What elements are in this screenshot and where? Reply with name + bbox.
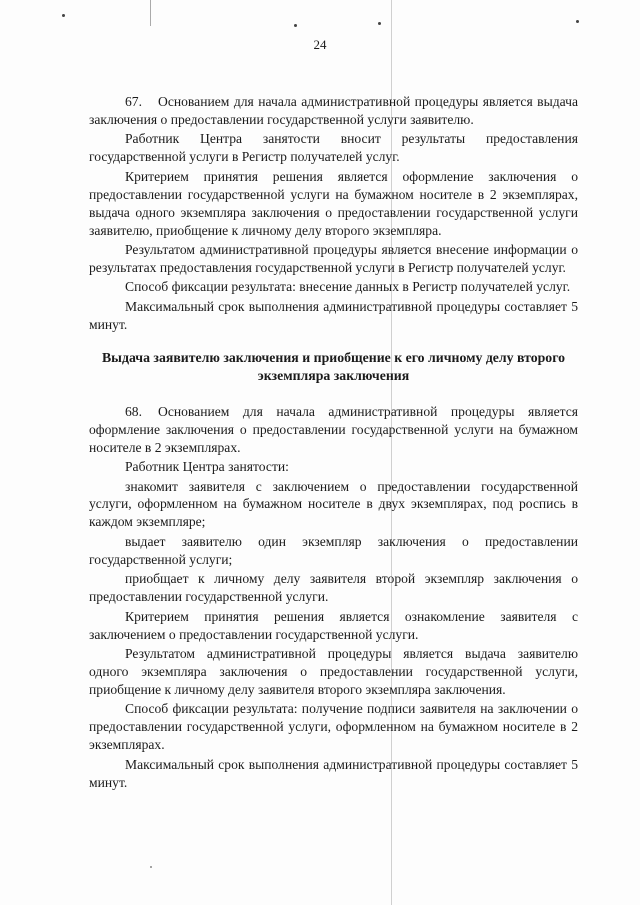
scan-artifact-dot xyxy=(150,866,152,868)
paragraph-text: Работник Центра занятости: xyxy=(125,459,289,475)
paragraph-text: Максимальный срок выполнения административной процедуры составляет 5 минут. xyxy=(89,298,578,332)
item-number: 68. xyxy=(125,403,142,419)
paragraph xyxy=(89,403,578,457)
scan-artifact-dot xyxy=(62,14,65,17)
paragraph xyxy=(89,645,578,699)
paragraph-text: Способ фиксации результата: получение подписи заявителя на заключении о предоставлении государственной услуги, оформленном на бумажном носителе в 2 экземплярах. xyxy=(89,701,578,753)
paragraph-text: Критерием принятия решения является ознакомление заявителя с заключением о предоставлении государственной услуги. xyxy=(89,608,578,642)
paragraph xyxy=(89,608,578,644)
paragraph-text: знакомит заявителя с заключением о предоставлении государственной услуги, оформленном на бумажном носителе в двух экземплярах, под роспись в каждом экземпляре; xyxy=(89,478,578,530)
paragraph-text: Максимальный срок выполнения административной процедуры составляет 5 минут. xyxy=(89,756,578,790)
paragraph xyxy=(89,168,578,240)
document-body xyxy=(89,93,578,793)
paragraph xyxy=(89,756,578,792)
scan-artifact-dot xyxy=(576,20,579,23)
paragraph-text: Результатом административной процедуры является выдача заявителю одного экземпляра заключения о предоставлении государственной услуги, приобщение к личному делу заявителя второго экземпляра заключения. xyxy=(89,646,578,697)
paragraph-text: Работник Центра занятости вносит результаты предоставления государственной услуги в Регистр получателей услуг. xyxy=(89,131,578,165)
paragraph-text: Основанием для начала административной процедуры является оформление заключения о предоставлении государственной услуги на бумажном носителе в 2 экземплярах. xyxy=(89,403,578,455)
scan-artifact-dot xyxy=(294,24,297,27)
section-heading: Выдача заявителю заключения и приобщение к его личному делу второго экземпляра заключения xyxy=(101,349,566,383)
paragraph xyxy=(89,700,578,754)
paragraph-text: Основанием для начала административной процедуры является выдача заключения о предоставлении государственной услуги заявителю. xyxy=(89,94,578,127)
paragraph xyxy=(89,458,578,476)
paragraph-text: Критерием принятия решения является оформление заключения о предоставлении государственной услуги на бумажном носителе в 2 экземплярах, выдача одного экземпляра заключения о предоставлении государственной услуги заявителю, приобщение к личному делу второго экземпляра. xyxy=(89,168,578,238)
paragraph-text: Результатом административной процедуры является внесение информации о результатах предоставления государственной услуги в Регистр получателей услуг. xyxy=(89,242,578,275)
paragraph xyxy=(89,533,578,569)
item-number: 67. xyxy=(125,94,142,109)
paragraph-text: Способ фиксации результата: внесение данных в Регистр получателей услуг. xyxy=(125,279,571,295)
paragraph xyxy=(89,478,578,532)
scan-artifact-line xyxy=(150,0,151,26)
paragraph xyxy=(89,570,578,606)
paragraph xyxy=(89,278,578,296)
paragraph-text: выдает заявителю один экземпляр заключения о предоставлении государственной услуги; xyxy=(89,533,578,567)
scan-artifact-dot xyxy=(378,22,381,25)
paragraph xyxy=(89,130,578,166)
paragraph-text: приобщает к личному делу заявителя второй экземпляр заключения о предоставлении государственной услуги. xyxy=(89,571,578,605)
paragraph xyxy=(89,93,578,129)
page-number: 24 xyxy=(313,37,327,52)
paragraph xyxy=(89,298,578,334)
paragraph xyxy=(89,241,578,277)
